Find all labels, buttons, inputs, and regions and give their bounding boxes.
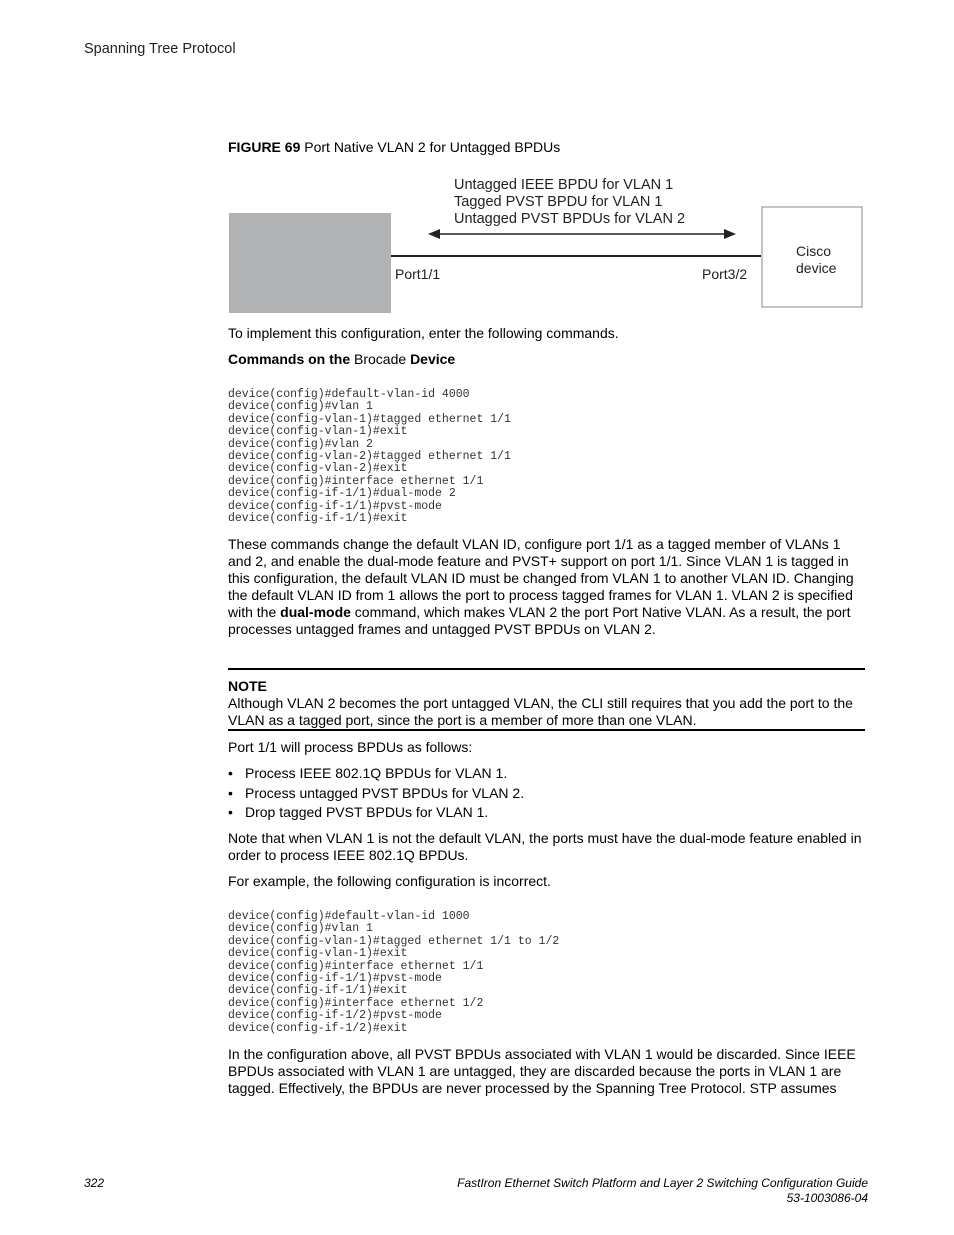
- device-label-line1: Cisco: [796, 243, 832, 259]
- list-item-text: Process untagged PVST BPDUs for VLAN 2.: [245, 784, 525, 801]
- footer-doc-info: [457, 1176, 868, 1206]
- footer-doc-title: FastIron Ethernet Switch Platform and Layer 2 Switching Configuration Guide: [457, 1176, 868, 1190]
- note-bottom-rule: [228, 729, 865, 731]
- code-block-1: device(config)#default-vlan-id 4000 device(config)#vlan 1 device(config-vlan-1)#tagged ethernet 1/1 device(config-vlan-1)#exit device(config)#vlan 2 device(config-vlan-2)#tagged ethernet 1/1 device(config-vlan-2)#exit device(config)#interface ethernet 1/1 device(config-if-1/1)#dual-mode 2 device(config-if-1/1)#pvst-mode device(config-if-1/1)#exit: [228, 388, 511, 526]
- figure-label: FIGURE 69: [228, 139, 301, 155]
- intro-paragraph: To implement this configuration, enter the following commands.: [228, 325, 619, 341]
- note-label: NOTE: [228, 678, 267, 694]
- footer-doc-id: 53-1003086-04: [786, 1191, 868, 1205]
- left-port-label: Port1/1: [395, 266, 441, 282]
- figure-caption: [228, 139, 560, 155]
- process-intro: Port 1/1 will process BPDUs as follows:: [228, 739, 473, 755]
- running-header: Spanning Tree Protocol: [84, 41, 236, 57]
- final-paragraph: In the configuration above, all PVST BPDUs associated with VLAN 1 would be discarded. Since IEEE BPDUs associated with VLAN 1 are untagged, they are discarded because the ports in VLAN 1 are tagged. Effectively, the BPDUs are never processed by the Spanning Tree Protocol. STP assumes: [228, 1046, 856, 1096]
- figure-title: Port Native VLAN 2 for Untagged BPDUs: [304, 139, 561, 155]
- network-diagram: [228, 170, 868, 320]
- list-item-text: Drop tagged PVST BPDUs for VLAN 1.: [245, 804, 489, 820]
- brocade-switch-box: [229, 213, 391, 313]
- dual-mode-keyword: dual-mode: [280, 604, 351, 620]
- commands-heading: [228, 351, 864, 368]
- bpdu-process-list: [228, 765, 864, 824]
- arrow-label-1: Untagged IEEE BPDU for VLAN 1: [454, 177, 674, 193]
- list-item: [228, 804, 864, 824]
- note-text: Although VLAN 2 becomes the port untagged VLAN, the CLI still requires that you add the port to the VLAN as a tagged port, since the port is a member of more than one VLAN.: [228, 695, 853, 728]
- explanation-text-a: These commands change the default VLAN ID, configure port 1/1 as a tagged member of VLANs 1 and 2, and enable the dual-mode feature and PVST+ support on port 1/1. Since VLAN 1 is tagged in this configuration, the default VLAN ID must be changed from VLAN 1 to another VLAN ID. Changing the default VLAN ID from 1 allows the port to process tagged frames for VLAN 1. VLAN 2 is specified with the: [228, 536, 854, 620]
- bullet-glyph: •: [228, 765, 233, 781]
- list-item: [228, 765, 864, 785]
- note-top-rule: [228, 668, 865, 670]
- arrow-label-3: Untagged PVST BPDUs for VLAN 2: [454, 211, 686, 227]
- example-intro: For example, the following configuration is incorrect.: [228, 873, 551, 889]
- bullet-glyph: •: [228, 784, 233, 801]
- arrow-label-2: Tagged PVST BPDU for VLAN 1: [454, 194, 663, 210]
- right-port-label: Port3/2: [702, 266, 748, 282]
- arrow-left-head: [428, 229, 440, 239]
- dual-mode-note-paragraph: Note that when VLAN 1 is not the default VLAN, the ports must have the dual-mode feature enabled in order to process IEEE 802.1Q BPDUs.: [228, 830, 862, 863]
- commands-heading-bold: Commands on the: [228, 351, 351, 367]
- commands-heading-bold-end: Device: [410, 351, 456, 367]
- device-label-line2: device: [796, 260, 837, 276]
- bullet-glyph: •: [228, 804, 233, 820]
- code-block-2: device(config)#default-vlan-id 1000 device(config)#vlan 1 device(config-vlan-1)#tagged ethernet 1/1 to 1/2 device(config-vlan-1)#exit device(config)#interface ethernet 1/1 device(config-if-1/1)#pvst-mode device(config-if-1/1)#exit device(config)#interface ethernet 1/2 device(config-if-1/2)#pvst-mode device(config-if-1/2)#exit: [228, 910, 560, 1035]
- explanation-text-b: command, which makes VLAN 2 the port Port Native VLAN. As a result, the port processes untagged frames and untagged PVST BPDUs on VLAN 2.: [228, 604, 851, 637]
- page-number: 322: [84, 1176, 105, 1190]
- list-item: [228, 785, 864, 805]
- note-box: [228, 678, 864, 729]
- list-item-text: Process IEEE 802.1Q BPDUs for VLAN 1.: [245, 765, 508, 781]
- commands-heading-vendor: Brocade: [350, 351, 411, 367]
- explanation-paragraph: [228, 536, 864, 638]
- arrow-right-head: [724, 229, 736, 239]
